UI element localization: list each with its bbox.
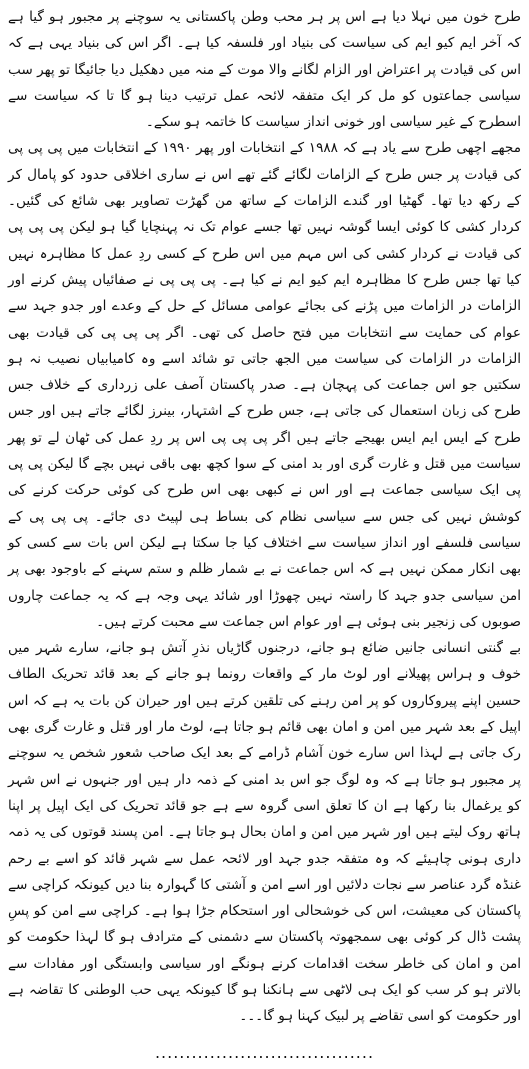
end-of-article-marker: .................................... xyxy=(154,1043,375,1062)
article-paragraph-3: بے گنتی انسانی جانیں ضائع ہو جانے، درجنوں گاڑیاں نذرِ آتش ہو جانے، سارے شہر میں خوف و ہراس پھیلانے اور لوٹ مار کے واقعات رونما ہو جانے کے بعد قائد تحریک الطاف حسین اپنے پیروکاروں کو پر امن رہنے کی تلقین کرتے ہیں اور حیران کن بات یہ ہے کہ اس اپیل کے بعد شہر میں امن و امان بھی قائم ہو جاتا ہے، لوٹ مار اور قتل و غارت گری بھی رک جاتی ہے لہذا اس سارے خون آشام ڈرامے کے بعد ایک صاحب شعور شخص یہ سوچنے پر مجبور ہو جاتا ہے کہ وہ لوگ جو اس بد امنی کے ذمہ دار ہیں اور جنہوں نے اس شہر کو یرغمال بنا رکھا ہے ان کا تعلق اسی گروہ سے ہے جو قائد تحریک کی ایک اپیل پر اپنا ہاتھ روک لیتے ہیں اور شہر میں امن و امان بحال ہو جاتا ہے۔ امن پسند قوتوں کی یہ ذمہ داری ہونی چاہیئے کہ وہ متفقہ جدو جہد اور لائحہ عمل سے شہر قائد کو اسے بے رحم غنڈہ گرد عناصر سے نجات دلائیں اور اسے امن و آشتی کا گہوارہ بنا دیں کیونکہ کراچی سے پاکستان کی معیشت، اس کی خوشحالی اور استحکام جڑا ہوا ہے۔ کراچی سے امن کو پسِ پشت ڈال کر کوئی بھی سمجھوتہ پاکستان سے دشمنی کے مترادف ہو گا لہذا حکومت کو امن و امان کی خاطر سخت اقدامات کرنے ہونگے اور سیاسی وابستگی اور مفادات سے بالاتر ہو کر سب کو ایک ہی لاٹھی سے ہانکنا ہو گا کیونکہ یہی حب الوطنی کا تقاضہ ہے اور حکومت کو اسی تقاضے پر لبیک کہنا ہو گا۔۔۔ xyxy=(8,640,521,1025)
article-paragraph-1: طرح خون میں نہلا دیا ہے اس پر ہر محب وطن پاکستانی یہ سوچنے پر مجبور ہو گیا ہے کہ آخر ایم کیو ایم کی سیاست کی بنیاد اور فلسفہ کیا ہے۔ اگر اس کی بنیاد یہی ہے کہ اس کی قیادت پر اعتراض اور الزام لگانے والا موت کے منہ میں دھکیل دیا جائیگا تو پھر سب سیاسی جماعتوں کو مل کر ایک متفقہ لائحہ عمل ترتیب دینا ہو گا تا کہ سیاست سے اسطرح کے غیر سیاسی اور خونی انداز سیاست کا خاتمہ ہو سکے۔ xyxy=(8,9,521,131)
article-paragraph-2: مجھے اچھی طرح سے یاد ہے کہ ۱۹۸۸ کے انتخابات اور پھر ۱۹۹۰ کے انتخابات میں پی پی پی کی قیادت پر جس طرح کے الزامات لگائے گئے تھے اس نے ساری اخلاقی حدود کو پامال کر کے رکھ دیا تھا۔ گھٹیا اور گندے الزامات کے ساتھ من گھڑت تصاویر بھی شائع کی گئیں۔ کردار کشی کا کوئی ایسا گوشہ نہیں تھا جسے عوام تک نہ پہنچایا گیا ہو لیکن پی پی پی کی قیادت نے کردار کشی کی اس مہم میں اس طرح کے کسی ردِ عمل کا مظاہرہ نہیں کیا تھا جس طرح کا مظاہرہ ایم کیو ایم نے کیا ہے۔ پی پی پی نے صفائیاں پیش کرنے اور الزامات در الزامات میں پڑنے کی بجائے عوامی مسائل کے حل کے وعدے اور جدو جہد سے عوام کی حمایت سے انتخابات میں فتح حاصل کی تھی۔ اگر پی پی پی کی قیادت بھی الزامات در الزامات کی سیاست میں الجھ جاتی تو شائد اسے وہ کامیابیاں نصیب نہ ہو سکتیں جو اس جماعت کی پہچان ہے۔ صدر پاکستان آصف علی زرداری کے خلاف جس طرح کی زبان استعمال کی جاتی ہے، جس طرح کے اشتہار، بینرز لگائے جاتے ہیں اور جس طرح کے ایس ایم ایس بھیجے جاتے ہیں اگر پی پی پی اس پر ردِ عمل کی ٹھان لے تو پھر سیاست میں قتل و غارت گری اور بد امنی کے سوا کچھ بھی باقی نہیں بچے گا لیکن پی پی پی ایک سیاسی جماعت ہے اور اس نے کبھی بھی اس طرح کی کوئی حرکت کرنے کی کوشش نہیں کی جس سے سیاسی نظام کی بساط ہی لپیٹ دی جائے۔ پی پی پی کے سیاسی فلسفے اور انداز سیاست سے اختلاف کیا جا سکتا ہے لیکن اس بات سے کسی کو بھی انکار ممکن نہیں ہے کہ اس جماعت نے بے شمار ظلم و ستم سہنے کے باوجود بھی پر امن سیاسی جدو جہد کا راستہ نہیں چھوڑا اور شائد یہی وجہ ہے کہ یہ جماعت چاروں صوبوں کی زنجیر بنی ہوئی ہے اور عوام اس جماعت سے محبت کرتے ہیں۔ xyxy=(8,140,521,630)
